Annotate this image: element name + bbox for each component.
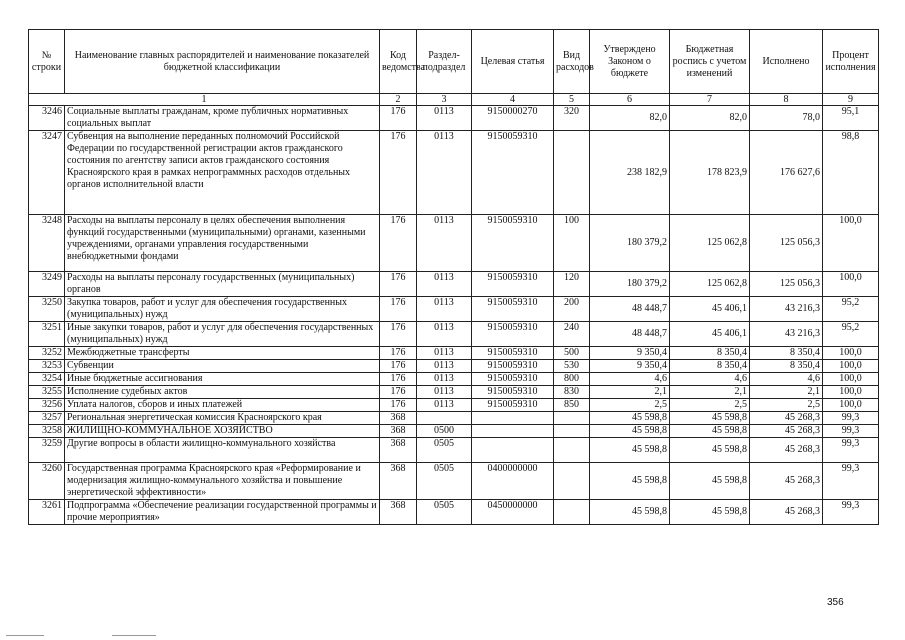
column-number: 2: [380, 94, 417, 106]
table-row: [29, 425, 879, 438]
percent-cell: 99,3: [823, 438, 879, 463]
target-article-cell: 9150059310: [472, 360, 554, 373]
department-code-cell: 176: [380, 322, 417, 347]
target-article-cell: 9150059310: [472, 347, 554, 360]
department-code-cell: 368: [380, 500, 417, 525]
column-number: 1: [29, 94, 380, 106]
expense-type-cell: 530: [554, 360, 590, 373]
row-number-cell: 3248: [29, 215, 65, 272]
table-row: [29, 438, 879, 463]
approved-amount-cell: 4,6: [590, 373, 670, 386]
row-number-cell: 3251: [29, 322, 65, 347]
table-row: [29, 297, 879, 322]
department-code-cell: 176: [380, 297, 417, 322]
approved-amount-cell: 9 350,4: [590, 360, 670, 373]
approved-amount-cell: 9 350,4: [590, 347, 670, 360]
percent-cell: 95,2: [823, 297, 879, 322]
table-row: [29, 272, 879, 297]
expense-type-cell: 320: [554, 106, 590, 131]
approved-amount-cell: 45 598,8: [590, 438, 670, 463]
executed-amount-cell: 2,1: [750, 386, 823, 399]
name-cell: Государственная программа Красноярского края «Реформирование и модернизация жилищно-коммунального хозяйства и повышение энергетической эффективности»: [65, 463, 380, 500]
budget-schedule-cell: 45 406,1: [670, 297, 750, 322]
executed-amount-cell: 43 216,3: [750, 322, 823, 347]
budget-schedule-cell: 2,1: [670, 386, 750, 399]
percent-cell: 100,0: [823, 272, 879, 297]
table-row: [29, 500, 879, 525]
header-cell-executed: Исполнено: [750, 30, 823, 94]
column-number: 7: [670, 94, 750, 106]
section-cell: 0113: [417, 399, 472, 412]
row-number-cell: 3256: [29, 399, 65, 412]
table-row: [29, 373, 879, 386]
budget-schedule-cell: 45 598,8: [670, 463, 750, 500]
section-cell: 0505: [417, 438, 472, 463]
budget-schedule-cell: 125 062,8: [670, 215, 750, 272]
percent-cell: 100,0: [823, 386, 879, 399]
page-number: 356: [827, 597, 844, 608]
header-cell-section: Раздел-подраздел: [417, 30, 472, 94]
department-code-cell: 176: [380, 215, 417, 272]
expense-type-cell: 120: [554, 272, 590, 297]
table-row: [29, 215, 879, 272]
section-cell: 0113: [417, 131, 472, 215]
row-number-cell: 3254: [29, 373, 65, 386]
scan-artifact-line: [6, 635, 44, 636]
column-number: 9: [823, 94, 879, 106]
row-number-cell: 3258: [29, 425, 65, 438]
name-cell: Субвенции: [65, 360, 380, 373]
executed-amount-cell: 125 056,3: [750, 272, 823, 297]
table-row: [29, 412, 879, 425]
section-cell: 0113: [417, 322, 472, 347]
percent-cell: 100,0: [823, 360, 879, 373]
name-cell: Иные закупки товаров, работ и услуг для обеспечения государственных (муниципальных) нужд: [65, 322, 380, 347]
target-article-cell: 9150059310: [472, 272, 554, 297]
section-cell: 0113: [417, 297, 472, 322]
table-row: [29, 106, 879, 131]
department-code-cell: 176: [380, 386, 417, 399]
table-row: [29, 360, 879, 373]
percent-cell: 95,2: [823, 322, 879, 347]
name-cell: Социальные выплаты гражданам, кроме публичных нормативных социальных выплат: [65, 106, 380, 131]
expense-type-cell: [554, 438, 590, 463]
approved-amount-cell: 48 448,7: [590, 297, 670, 322]
percent-cell: 100,0: [823, 347, 879, 360]
scan-artifact-line: [112, 635, 156, 636]
percent-cell: 99,3: [823, 425, 879, 438]
row-number-cell: 3250: [29, 297, 65, 322]
department-code-cell: 176: [380, 399, 417, 412]
expense-type-cell: [554, 131, 590, 215]
row-number-cell: 3246: [29, 106, 65, 131]
expense-type-cell: [554, 425, 590, 438]
name-cell: Иные бюджетные ассигнования: [65, 373, 380, 386]
column-number: 5: [554, 94, 590, 106]
target-article-cell: 9150059310: [472, 297, 554, 322]
budget-schedule-cell: 45 598,8: [670, 438, 750, 463]
budget-schedule-cell: 125 062,8: [670, 272, 750, 297]
header-row: [29, 30, 879, 94]
target-article-cell: [472, 425, 554, 438]
percent-cell: 99,3: [823, 412, 879, 425]
section-cell: 0113: [417, 386, 472, 399]
expense-type-cell: [554, 412, 590, 425]
department-code-cell: 368: [380, 425, 417, 438]
department-code-cell: 368: [380, 463, 417, 500]
department-code-cell: 368: [380, 438, 417, 463]
approved-amount-cell: 45 598,8: [590, 463, 670, 500]
executed-amount-cell: 78,0: [750, 106, 823, 131]
header-cell-department-code: Код ведомства: [380, 30, 417, 94]
table-row: [29, 399, 879, 412]
executed-amount-cell: 45 268,3: [750, 500, 823, 525]
target-article-cell: 9150000270: [472, 106, 554, 131]
approved-amount-cell: 82,0: [590, 106, 670, 131]
section-cell: 0113: [417, 373, 472, 386]
row-number-cell: 3249: [29, 272, 65, 297]
table-row: [29, 131, 879, 215]
approved-amount-cell: 2,5: [590, 399, 670, 412]
table-row: [29, 347, 879, 360]
budget-schedule-cell: 45 598,8: [670, 412, 750, 425]
section-cell: 0113: [417, 106, 472, 131]
executed-amount-cell: 4,6: [750, 373, 823, 386]
budget-schedule-cell: 82,0: [670, 106, 750, 131]
name-cell: Другие вопросы в области жилищно-коммунального хозяйства: [65, 438, 380, 463]
table-row: [29, 322, 879, 347]
percent-cell: 100,0: [823, 373, 879, 386]
header-cell-percent: Процент исполнения: [823, 30, 879, 94]
name-cell: ЖИЛИЩНО-КОММУНАЛЬНОЕ ХОЗЯЙСТВО: [65, 425, 380, 438]
percent-cell: 100,0: [823, 215, 879, 272]
name-cell: Исполнение судебных актов: [65, 386, 380, 399]
target-article-cell: [472, 438, 554, 463]
department-code-cell: 176: [380, 131, 417, 215]
section-cell: 0113: [417, 347, 472, 360]
expense-type-cell: 500: [554, 347, 590, 360]
name-cell: Региональная энергетическая комиссия Красноярского края: [65, 412, 380, 425]
section-cell: 0113: [417, 360, 472, 373]
target-article-cell: 9150059310: [472, 131, 554, 215]
header-cell-budget-schedule: Бюджетная роспись с учетом изменений: [670, 30, 750, 94]
executed-amount-cell: 176 627,6: [750, 131, 823, 215]
target-article-cell: 9150059310: [472, 386, 554, 399]
department-code-cell: 176: [380, 106, 417, 131]
department-code-cell: 176: [380, 272, 417, 297]
section-cell: 0505: [417, 500, 472, 525]
header-cell-name: Наименование главных распорядителей и наименование показателей бюджетной классификации: [65, 30, 380, 94]
department-code-cell: 176: [380, 373, 417, 386]
name-cell: Расходы на выплаты персоналу в целях обеспечения выполнения функций государственными (муниципальными) органами, казенными учреждениями, органами управления государственными внебюджетными фондами: [65, 215, 380, 272]
budget-table: [28, 29, 879, 525]
expense-type-cell: [554, 500, 590, 525]
budget-schedule-cell: 45 598,8: [670, 500, 750, 525]
approved-amount-cell: 45 598,8: [590, 412, 670, 425]
executed-amount-cell: 8 350,4: [750, 360, 823, 373]
executed-amount-cell: 43 216,3: [750, 297, 823, 322]
target-article-cell: 9150059310: [472, 322, 554, 347]
department-code-cell: 176: [380, 360, 417, 373]
name-cell: Расходы на выплаты персоналу государственных (муниципальных) органов: [65, 272, 380, 297]
approved-amount-cell: 2,1: [590, 386, 670, 399]
table-body: [29, 106, 879, 525]
table-row: [29, 386, 879, 399]
name-cell: Уплата налогов, сборов и иных платежей: [65, 399, 380, 412]
name-cell: Закупка товаров, работ и услуг для обеспечения государственных (муниципальных) нужд: [65, 297, 380, 322]
expense-type-cell: 800: [554, 373, 590, 386]
name-cell: Субвенция на выполнение переданных полномочий Российской Федерации по государственной регистрации актов гражданского состояния по агентству записи актов гражданского состояния Красноярского края в рамках непрограммных расходов отдельных органов исполнительной власти: [65, 131, 380, 215]
table-row: [29, 463, 879, 500]
header-cell-target-article: Целевая статья: [472, 30, 554, 94]
section-cell: 0500: [417, 425, 472, 438]
percent-cell: 100,0: [823, 399, 879, 412]
column-number: 3: [417, 94, 472, 106]
percent-cell: 99,3: [823, 500, 879, 525]
approved-amount-cell: 45 598,8: [590, 425, 670, 438]
target-article-cell: 0450000000: [472, 500, 554, 525]
expense-type-cell: 830: [554, 386, 590, 399]
executed-amount-cell: 45 268,3: [750, 412, 823, 425]
target-article-cell: [472, 412, 554, 425]
target-article-cell: 0400000000: [472, 463, 554, 500]
expense-type-cell: 100: [554, 215, 590, 272]
department-code-cell: 176: [380, 347, 417, 360]
executed-amount-cell: 45 268,3: [750, 425, 823, 438]
budget-schedule-cell: 45 406,1: [670, 322, 750, 347]
header-cell-expense-type: Вид расходов: [554, 30, 590, 94]
name-cell: Подпрограмма «Обеспечение реализации государственной программы и прочие мероприятия»: [65, 500, 380, 525]
budget-schedule-cell: 4,6: [670, 373, 750, 386]
name-cell: Межбюджетные трансферты: [65, 347, 380, 360]
section-cell: 0113: [417, 215, 472, 272]
row-number-cell: 3260: [29, 463, 65, 500]
executed-amount-cell: 8 350,4: [750, 347, 823, 360]
percent-cell: 98,8: [823, 131, 879, 215]
column-number: 6: [590, 94, 670, 106]
approved-amount-cell: 180 379,2: [590, 215, 670, 272]
row-number-cell: 3259: [29, 438, 65, 463]
approved-amount-cell: 180 379,2: [590, 272, 670, 297]
expense-type-cell: 240: [554, 322, 590, 347]
expense-type-cell: [554, 463, 590, 500]
row-number-cell: 3257: [29, 412, 65, 425]
approved-amount-cell: 48 448,7: [590, 322, 670, 347]
row-number-cell: 3252: [29, 347, 65, 360]
expense-type-cell: 200: [554, 297, 590, 322]
header-cell-approved: Утверждено Законом о бюджете: [590, 30, 670, 94]
budget-schedule-cell: 2,5: [670, 399, 750, 412]
target-article-cell: 9150059310: [472, 373, 554, 386]
row-number-cell: 3255: [29, 386, 65, 399]
budget-schedule-cell: 8 350,4: [670, 360, 750, 373]
target-article-cell: 9150059310: [472, 399, 554, 412]
column-number: 8: [750, 94, 823, 106]
approved-amount-cell: 45 598,8: [590, 500, 670, 525]
section-cell: 0113: [417, 272, 472, 297]
executed-amount-cell: 2,5: [750, 399, 823, 412]
expense-type-cell: 850: [554, 399, 590, 412]
percent-cell: 95,1: [823, 106, 879, 131]
executed-amount-cell: 125 056,3: [750, 215, 823, 272]
section-cell: 0505: [417, 463, 472, 500]
percent-cell: 99,3: [823, 463, 879, 500]
section-cell: [417, 412, 472, 425]
header-cell-row-number: № строки: [29, 30, 65, 94]
row-number-cell: 3253: [29, 360, 65, 373]
row-number-cell: 3261: [29, 500, 65, 525]
column-number-row: [29, 94, 879, 106]
approved-amount-cell: 238 182,9: [590, 131, 670, 215]
column-number: 4: [472, 94, 554, 106]
department-code-cell: 368: [380, 412, 417, 425]
row-number-cell: 3247: [29, 131, 65, 215]
budget-schedule-cell: 45 598,8: [670, 425, 750, 438]
budget-schedule-cell: 8 350,4: [670, 347, 750, 360]
budget-schedule-cell: 178 823,9: [670, 131, 750, 215]
executed-amount-cell: 45 268,3: [750, 438, 823, 463]
target-article-cell: 9150059310: [472, 215, 554, 272]
executed-amount-cell: 45 268,3: [750, 463, 823, 500]
